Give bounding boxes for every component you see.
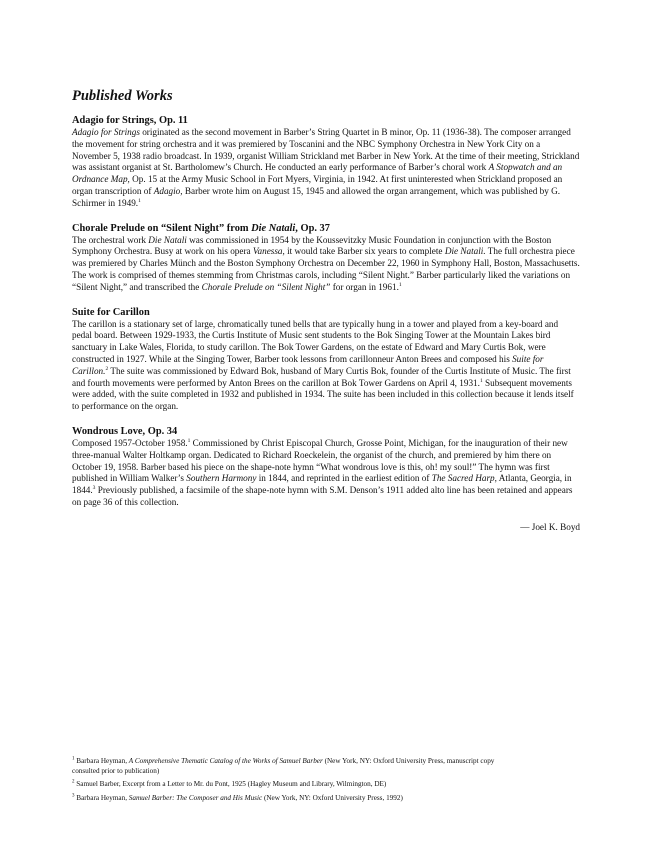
footnote-ref: 3 bbox=[72, 793, 75, 799]
italic-text: Die Natali bbox=[148, 234, 187, 245]
italic-text: Die Natali bbox=[251, 222, 296, 234]
italic-text: Chorale Prelude on “Silent Night” bbox=[201, 281, 331, 292]
section-suite-for-carillon bbox=[72, 307, 580, 413]
section-title: Adagio for Strings, Op. 11 bbox=[72, 115, 188, 126]
text-run: Op. 15 at the Army Music School in Fort Myers, Virginia, in 1942. At first uninterested when Strickland proposed an organ transcription of bbox=[72, 174, 563, 196]
text-run: Previously published, a facsimile of the shape-note hymn with S.M. Denson’s 1911 added alto line has been retained and appears on page 36 of this collection. bbox=[72, 485, 573, 507]
italic-text: A Comprehensive Thematic Catalog of the Works of Samuel Barber bbox=[128, 757, 323, 765]
text-run: it would take Barber six years to complete bbox=[284, 246, 445, 257]
text-run: Barbara Heyman, bbox=[74, 757, 129, 765]
text-run: was commissioned in 1954 by the Koussevitzky Music Foundation in conjunction with the Boston Symphony Orchestra. Busy at work on his opera bbox=[72, 234, 552, 257]
text-run: Samuel Barber, Excerpt from a Letter to Mr. du Pont, 1925 (Hagley Museum and Library, Wilmington, DE) bbox=[74, 780, 387, 789]
section-title: Wondrous Love, Op. 34 bbox=[72, 425, 178, 437]
footnote-ref: 1 bbox=[398, 281, 402, 288]
text-run: , Op. 37 bbox=[295, 222, 330, 234]
footnote-ref: 1 bbox=[138, 197, 141, 204]
italic-text: Die Natali. bbox=[444, 246, 486, 257]
text-run: Barbara Heyman, bbox=[74, 793, 129, 802]
text-run: (New York, NY: Oxford University Press, 1992) bbox=[262, 793, 403, 802]
italic-text: Vanessa, bbox=[252, 246, 285, 257]
footnote-ref: 2 bbox=[72, 779, 75, 785]
text-run: Subsequent movements were added, with the suite completed in 1932 and published in 1934. The suite has been included in this collection because it lends itself to performance on the organ. bbox=[72, 377, 574, 412]
section-body bbox=[72, 319, 580, 413]
italic-text: Adagio, bbox=[153, 185, 183, 196]
italic-text: A Stopwatch and an Ordnance Map, bbox=[72, 162, 563, 185]
footnote-ref: 1 bbox=[72, 756, 75, 762]
text-run: The full orchestra piece was premiered by Charles Münch and the Boston Symphony Orchestra on December 22, 1960 in Symphony Hall, Boston, Massachusetts. The work is comprised of themes stemming from Christmas carols, including “Silent Night.” Barber particularly liked the variations on “Silent Night,” and transcribed the bbox=[72, 246, 580, 292]
text-run: The carillon is a stationary set of large, chromatically tuned bells that are typically hung in a tower and played from a key-board and pedal board. Between 1929-1933, the Curtis Institute of Music sent students to the Bok Singing Tower at the Mountain Lakes bird sanctuary in Lake Wales, Florida, to study carillon. The Bok Tower Gardens, on the estate of Edward and Mary Curtis Bok, were constructed in 1927. While at the Singing Tower, Barber took lessons from carillonneur Anton Brees and composed his bbox=[72, 318, 559, 364]
section-title: Suite for Carillon bbox=[72, 306, 150, 318]
footnotes bbox=[72, 757, 512, 807]
text-run: for organ in 1961. bbox=[330, 281, 399, 292]
footnote-ref: 3 bbox=[92, 485, 96, 492]
italic-text: The Sacred Harp, bbox=[431, 473, 497, 484]
text-run: Atlanta, Georgia, in 1844. bbox=[72, 473, 572, 496]
footnote-2 bbox=[72, 780, 512, 790]
footnote-1 bbox=[72, 757, 512, 776]
text-run: originated as the second movement in Barber’s String Quartet in B minor, Op. 11 (1936-38). The composer arranged the movement for string orchestra and it was premiered by Toscanini and the NBC Symphony Orchestra in New York City on a November 5, 1938 radio broadcast. In 1939, organist William Strickland met Barber in New York. At the time of their meeting, Strickland was assistant organist at St. Bartholomew’s Church. He conducted an early performance of Barber’s choral work bbox=[72, 127, 580, 173]
italic-text: Southern Harmony bbox=[186, 473, 257, 484]
section-chorale-prelude bbox=[72, 223, 580, 294]
footnote-ref: 1 bbox=[479, 377, 483, 384]
section-body bbox=[72, 127, 580, 210]
section-adagio bbox=[72, 115, 580, 210]
author-signature: — Joel K. Boyd bbox=[520, 521, 580, 532]
document-page bbox=[72, 88, 580, 532]
section-body bbox=[72, 235, 580, 294]
text-run: Chorale Prelude on “Silent Night” from bbox=[72, 222, 252, 234]
text-run: Commissioned by Christ Episcopal Church, Grosse Point, Michigan, for the inauguration of their new three-manual Walter Holtkamp organ. Dedicated to Richard Roeckelein, the organist of the church, and premiered by him there on October 19, 1958. Barber based his piece on the shape-note hymn “What wondrous love is this, oh! my soul!” The hymn was first published in William Walker’s bbox=[72, 437, 568, 484]
text-run: (New York, NY: Oxford University Press, manuscript copy consulted prior to publication) bbox=[72, 757, 495, 775]
italic-text: Samuel Barber: The Composer and His Music bbox=[128, 793, 263, 802]
footnote-3 bbox=[72, 794, 512, 804]
text-run: Barber wrote him on August 15, 1945 and allowed the organ arrangement, which was published by G. Schirmer in 1949. bbox=[72, 185, 561, 208]
text-run: The suite was commissioned by Edward Bok, husband of Mary Curtis Bok, founder of the Curtis Institute of Music. The first and fourth movements were performed by Anton Brees on the carillon at Bok Tower Gardens on April 4, 1931. bbox=[72, 365, 571, 388]
section-wondrous-love bbox=[72, 426, 580, 509]
section-title bbox=[72, 223, 580, 234]
section-body bbox=[72, 438, 580, 509]
page-heading: Published Works bbox=[72, 88, 173, 104]
footnote-ref: 1 bbox=[187, 437, 191, 444]
italic-text: Adagio for Strings bbox=[72, 127, 140, 137]
footnote-ref: 2 bbox=[105, 365, 109, 372]
italic-text: Suite for Carillon. bbox=[72, 353, 544, 376]
text-run: in 1844, and reprinted in the earliest edition of bbox=[256, 473, 432, 484]
text-run: Composed 1957-October 1958. bbox=[72, 437, 188, 448]
text-run: The orchestral work bbox=[72, 234, 149, 245]
